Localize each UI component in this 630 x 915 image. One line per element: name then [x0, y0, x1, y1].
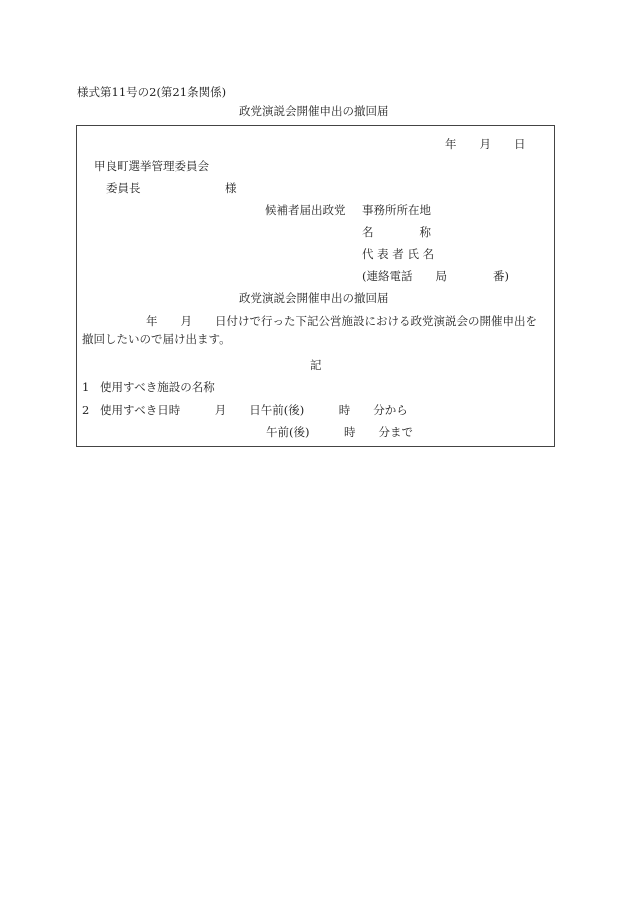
honorific: 様	[225, 181, 237, 195]
chair-label: 委員長	[106, 181, 141, 195]
contact-label: (連絡電話 局 番)	[362, 269, 509, 283]
addressee: 甲良町選挙管理委員会	[94, 159, 209, 173]
name-label: 名 称	[362, 225, 431, 239]
item-text: 使用すべき施設の名称	[100, 380, 215, 394]
item-number: 1	[82, 380, 90, 394]
item-2-line-2: 午前(後) 時 分まで	[266, 425, 413, 439]
office-address-label: 事務所所在地	[362, 203, 431, 217]
representative-label: 代 表 者 氏 名	[362, 247, 435, 261]
body-line-2: 撤回したいので届け出ます。	[82, 332, 231, 346]
item-number: 2	[82, 403, 90, 417]
party-label: 候補者届出政党	[265, 203, 346, 217]
note-heading: 記	[310, 358, 322, 372]
form-frame	[76, 125, 555, 447]
body-line-1: 年 月 日付けで行った下記公営施設における政党演説会の開催申出を	[146, 314, 537, 328]
body-title: 政党演説会開催申出の撤回届	[239, 291, 389, 305]
form-number: 様式第11号の2(第21条関係)	[77, 85, 227, 99]
form-title: 政党演説会開催申出の撤回届	[239, 104, 389, 118]
item-text: 使用すべき日時 月 日午前(後) 時 分から	[100, 403, 408, 417]
date-line: 年 月 日	[445, 137, 526, 151]
